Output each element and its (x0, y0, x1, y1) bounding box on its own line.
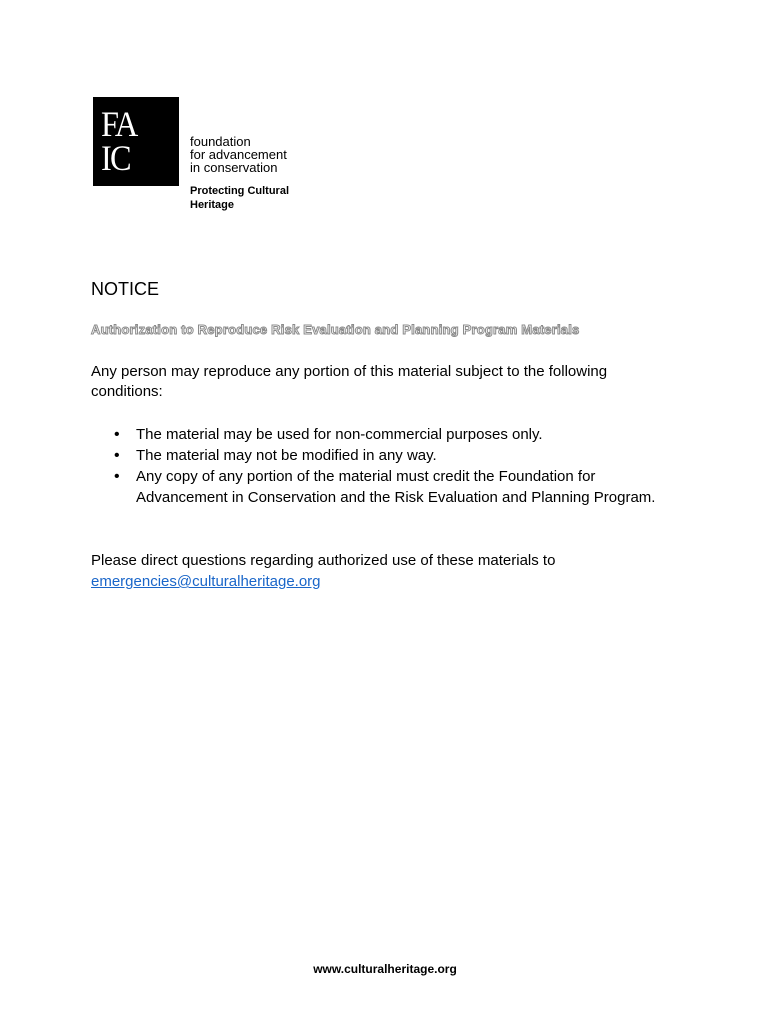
closing-text: Please direct questions regarding authorized use of these materials to (91, 552, 556, 569)
org-name-line-2: for advancement (190, 147, 287, 162)
condition-item: • The material may not be modified in any way. (91, 445, 681, 466)
logo-tagline (190, 184, 330, 212)
tagline-line-1: Protecting Cultural (190, 185, 290, 197)
monogram-top: FA (101, 104, 137, 144)
monogram-bottom: IC (101, 138, 130, 178)
logo-monogram (93, 97, 179, 186)
footer-url: www.culturalheritage.org (313, 962, 457, 976)
notice-subheading: Authorization to Reproduce Risk Evaluation and Planning Program Materials (91, 322, 580, 337)
org-name-line-1: foundation (190, 134, 251, 149)
org-name (190, 135, 330, 174)
notice-heading: NOTICE (91, 279, 160, 299)
condition-item: • Any copy of any portion of the material must credit the Foundation for Advancement in Conservation and the Risk Evaluation and Planning Program. (91, 466, 681, 508)
conditions-list (91, 424, 681, 508)
intro-paragraph: Any person may reproduce any portion of this material subject to the following conditions: (91, 363, 608, 400)
org-name-line-3: in conservation (190, 160, 278, 175)
tagline-line-2: Heritage (190, 199, 235, 211)
condition-item: • The material may be used for non-commercial purposes only. (91, 424, 681, 445)
email-link[interactable]: emergencies@culturalheritage.org (91, 573, 321, 590)
closing-paragraph (91, 550, 651, 592)
